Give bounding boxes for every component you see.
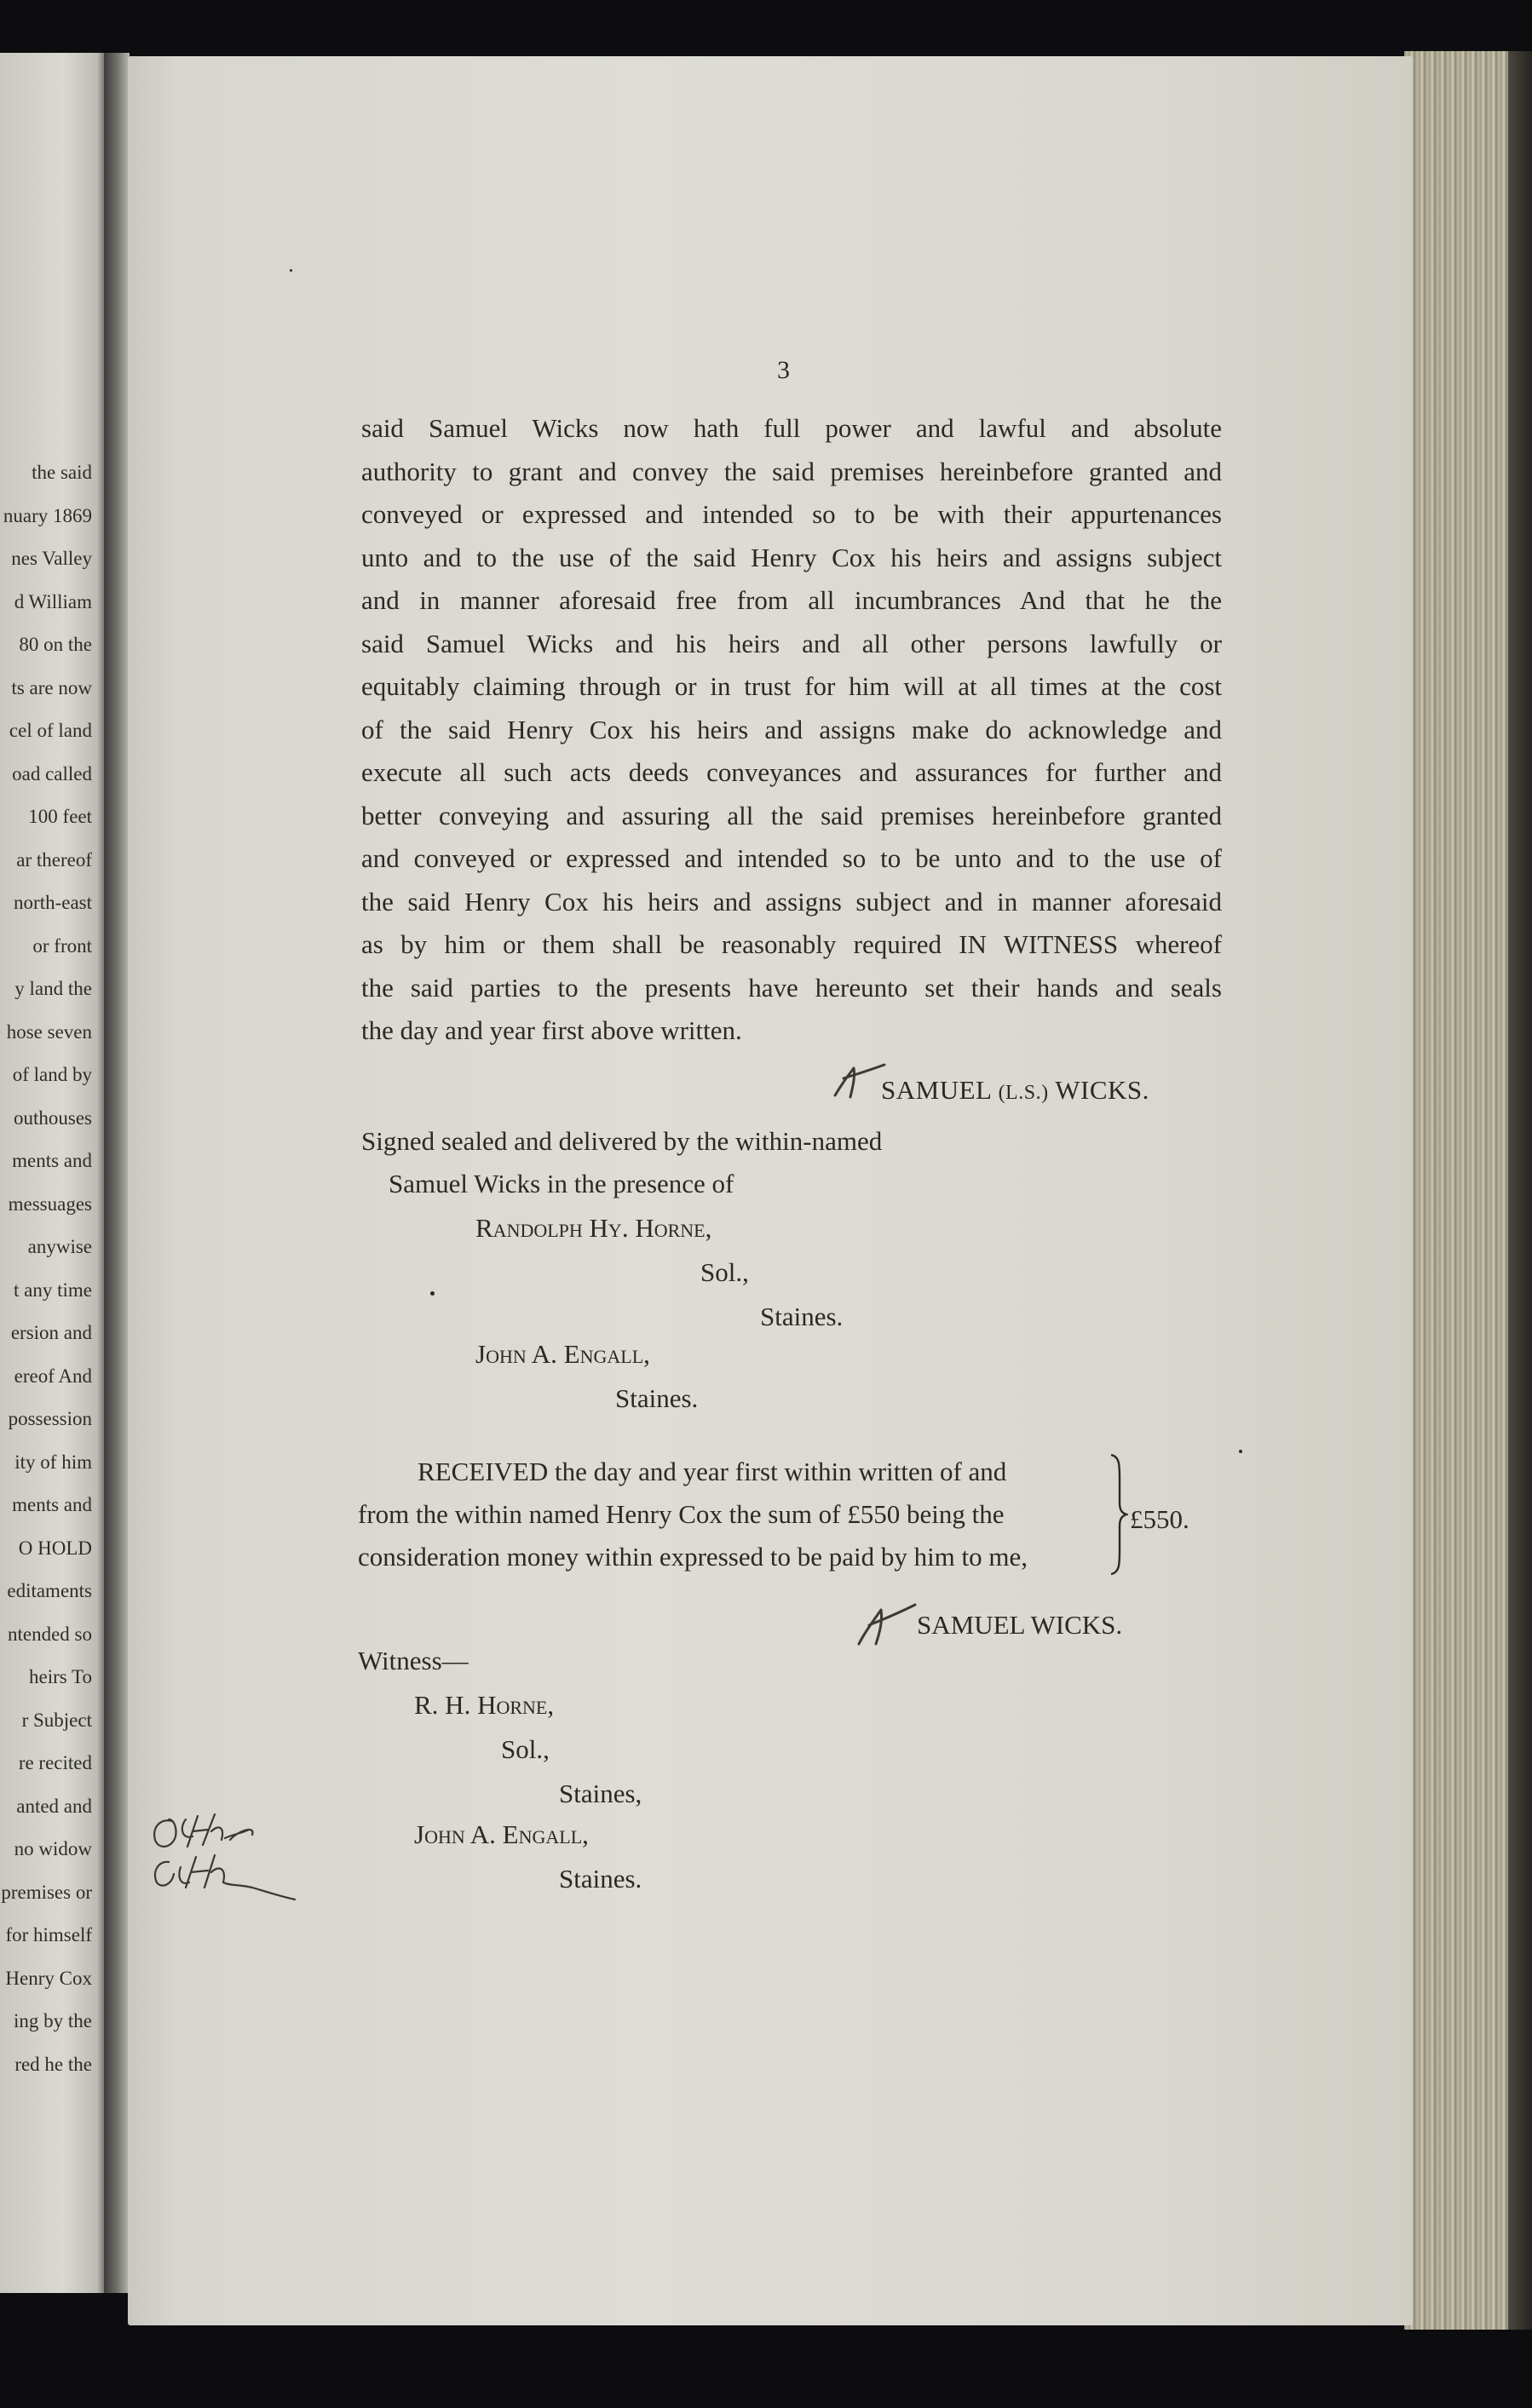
seal-mark: (L.S.) <box>998 1082 1049 1104</box>
receipt-witness-2-name: John A. Engall, <box>414 1819 589 1849</box>
receipt-signature: SAMUEL WICKS. <box>917 1610 1123 1640</box>
left-page-line: ersion and <box>10 1322 92 1343</box>
left-page-line: ntended so <box>7 1623 92 1645</box>
left-page-line: cel of land <box>9 720 92 741</box>
left-page-line: no widow <box>14 1838 92 1859</box>
facing-left-page <box>0 53 106 2293</box>
left-page-line: nes Valley <box>11 548 92 569</box>
body-line: the day and year first above written. <box>361 1015 742 1045</box>
left-page-line: re recited <box>18 1752 92 1773</box>
page-number: 3 <box>777 356 790 384</box>
left-page-line: hose seven <box>6 1020 92 1043</box>
body-line: better conveying and assuring all the said premises hereinbefore granted <box>361 800 1222 830</box>
body-line: unto and to the use of the said Henry Cox his heirs and assigns subject <box>361 542 1222 572</box>
receipt-line-2: from the within named Henry Cox the sum of £550 being the <box>358 1499 1005 1529</box>
receipt-witness-1-place: Staines, <box>559 1779 642 1808</box>
left-page-line: premises or <box>1 1881 92 1903</box>
body-line: of the said Henry Cox his heirs and assigns make do acknowledge and <box>361 714 1222 744</box>
left-page-line: O HOLD <box>18 1537 92 1559</box>
receipt-amount: £550. <box>1130 1504 1189 1534</box>
witness-1-title: Sol., <box>700 1257 749 1287</box>
witness-2-place: Staines. <box>615 1383 699 1413</box>
sig-last: WICKS. <box>1055 1075 1149 1105</box>
left-page-line: t any time <box>14 1279 92 1301</box>
left-page-line: ereof And <box>14 1365 92 1387</box>
left-page-line: ar thereof <box>16 848 92 871</box>
left-page-line: possession <box>8 1408 92 1429</box>
body-line: said Samuel Wicks now hath full power and lawful and absolute <box>361 413 1222 443</box>
body-line: the said Henry Cox his heirs and assigns subject and in manner aforesaid <box>361 886 1222 917</box>
left-page-line: north-east <box>14 892 92 913</box>
left-page-line: Henry Cox <box>5 1967 92 1989</box>
body-line: execute all such acts deeds conveyances and assurances for further and <box>361 757 1222 787</box>
body-line: conveyed or expressed and intended so to be with their appurtenances <box>361 499 1222 529</box>
receipt-witness-label: Witness— <box>358 1646 469 1675</box>
receipt-witness-1-title: Sol., <box>501 1734 550 1764</box>
witness-1-name: Randolph Hy. Horne, <box>475 1213 712 1243</box>
left-page-line: for himself <box>5 1924 92 1945</box>
sig-first: SAMUEL <box>881 1075 992 1105</box>
book-gutter <box>104 53 130 2293</box>
body-line: said Samuel Wicks and his heirs and all other persons lawfully or <box>361 628 1222 658</box>
left-page-line: red he the <box>14 2053 92 2075</box>
page-edges <box>1404 51 1532 2330</box>
left-page-line: anywise <box>27 1236 92 1257</box>
left-page-line: ments and <box>12 1494 92 1515</box>
left-page-line: ity of him <box>14 1451 92 1473</box>
left-page-line: the said <box>32 462 92 483</box>
left-page-line: d William <box>14 590 92 612</box>
left-page-line: of land by <box>12 1064 92 1085</box>
left-page-line: heirs To <box>29 1666 92 1687</box>
receipt-line-3: consideration money within expressed to be paid by him to me, <box>358 1542 1028 1572</box>
left-page-line: ments and <box>12 1150 92 1171</box>
curly-brace <box>1109 1453 1128 1576</box>
left-page-line: nuary 1869 <box>3 504 92 526</box>
signature-cross-mark-2 <box>852 1591 920 1651</box>
body-line: authority to grant and convey the said premises hereinbefore granted and <box>361 456 1222 486</box>
left-page-line: messuages <box>8 1193 92 1215</box>
ink-speck-2 <box>430 1291 435 1296</box>
receipt-witness-1-name: R. H. Horne, <box>414 1690 555 1720</box>
left-page-line: outhouses <box>14 1106 92 1129</box>
document-page <box>128 56 1413 2325</box>
left-page-text <box>0 451 94 2086</box>
body-line: equitably claiming through or in trust for him will at all times at the cost <box>361 671 1222 701</box>
witness-2-name: John A. Engall, <box>475 1339 650 1369</box>
left-page-line: anted and <box>16 1795 92 1817</box>
left-page-line: ts are now <box>11 676 92 698</box>
left-page-line: oad called <box>12 762 92 784</box>
receipt-witness-2-place: Staines. <box>559 1864 642 1894</box>
body-line: as by him or them shall be reasonably required IN WITNESS whereof <box>361 929 1222 959</box>
left-page-line: or front <box>32 934 92 957</box>
left-page-line: editaments <box>7 1580 92 1601</box>
attestation-line-2: Samuel Wicks in the presence of <box>389 1169 734 1198</box>
body-line: and conveyed or expressed and intended so to be unto and to the use of <box>361 843 1222 873</box>
deed-body-paragraph <box>361 407 1222 1053</box>
left-page-line: ing by the <box>14 2010 92 2032</box>
signature-samuel-wicks <box>881 1075 1149 1106</box>
receipt-line-1: RECEIVED the day and year first within written of and <box>418 1457 1007 1486</box>
body-line: the said parties to the presents have hereunto set their hands and seals <box>361 972 1222 1003</box>
left-page-line: y land the <box>14 978 92 999</box>
left-page-line: 80 on the <box>19 634 92 655</box>
ink-speck-3 <box>290 269 292 272</box>
ink-speck <box>1239 1450 1242 1453</box>
book-cover <box>1508 51 1532 2330</box>
witness-1-place: Staines. <box>760 1302 844 1331</box>
marginal-handwriting <box>136 1806 324 1942</box>
body-line: and in manner aforesaid free from all incumbrances And that he the <box>361 585 1222 615</box>
left-page-line: r Subject <box>21 1709 92 1731</box>
left-page-line: 100 feet <box>28 806 92 827</box>
attestation-line-1: Signed sealed and delivered by the within-named <box>361 1126 883 1156</box>
